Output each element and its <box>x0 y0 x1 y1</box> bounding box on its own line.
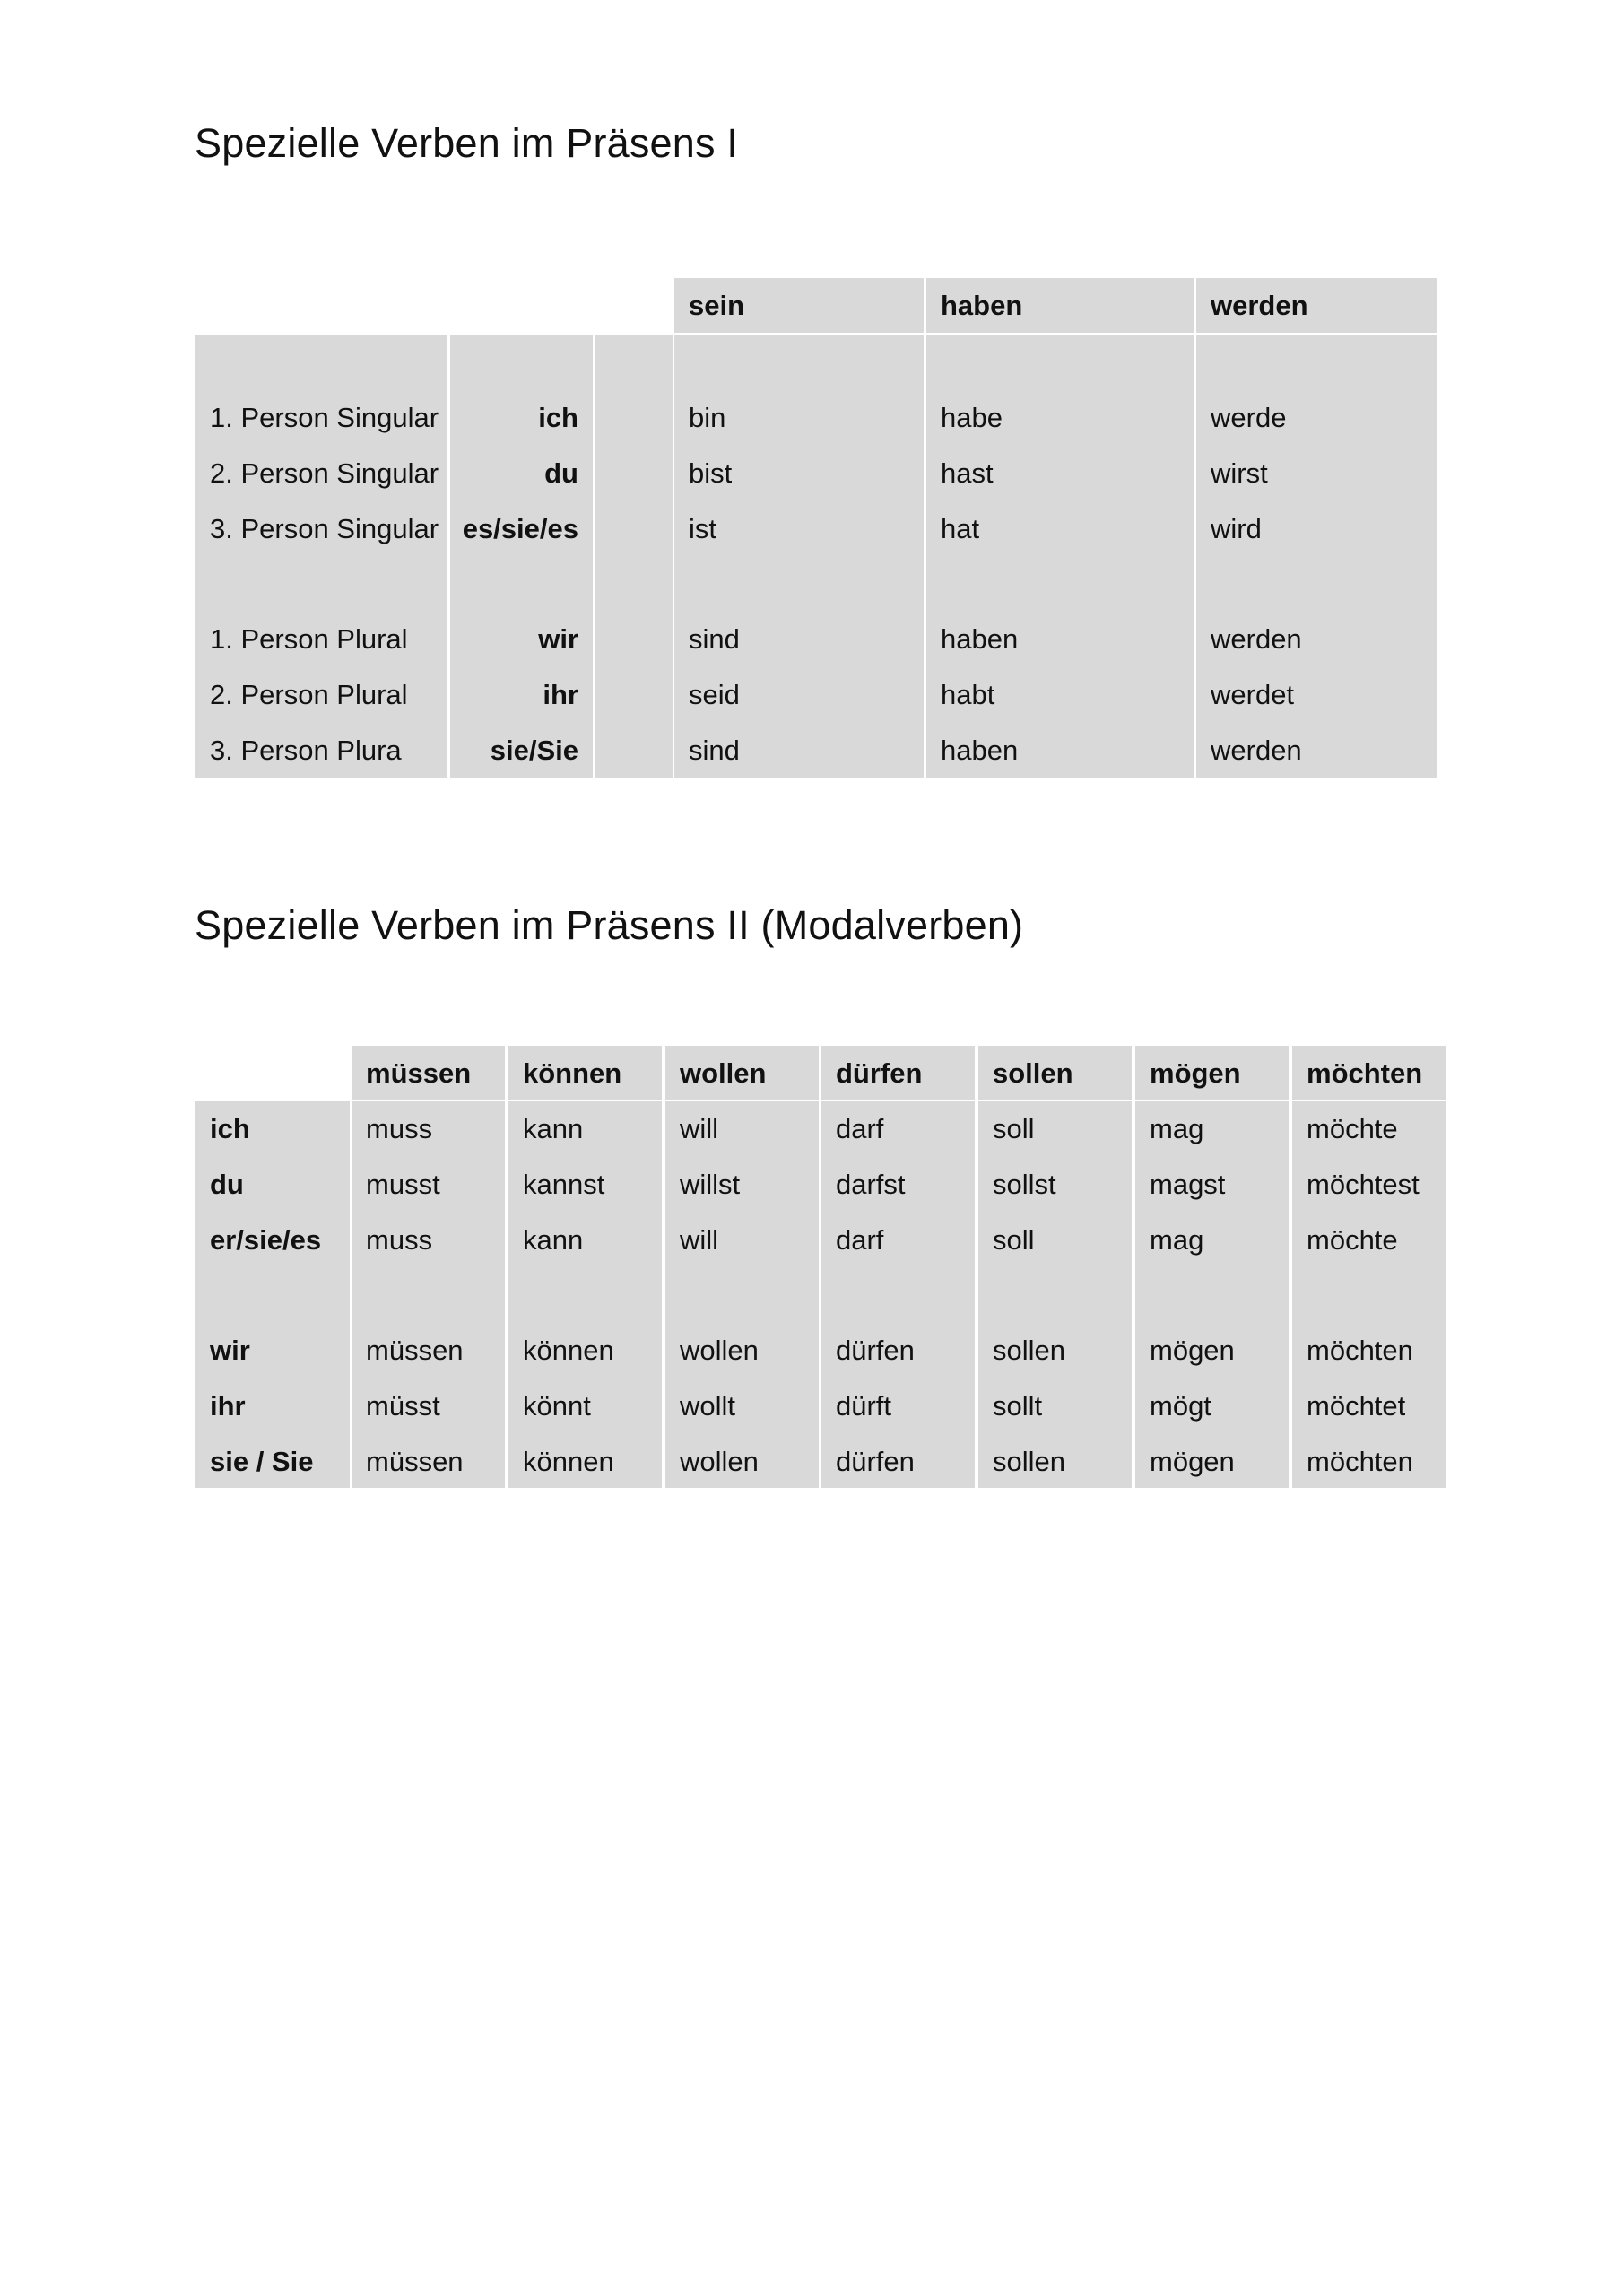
verb-form: dürft <box>836 1390 892 1422</box>
verb-form: müssen <box>366 1446 464 1477</box>
verb-form: musst <box>366 1169 440 1200</box>
section1-title: Spezielle Verben im Präsens I <box>195 120 739 166</box>
verb-form: soll <box>993 1224 1035 1256</box>
verb-form: können <box>523 1446 614 1477</box>
verb-form: mögen <box>1150 1335 1235 1366</box>
forms-column-müssen <box>352 1101 505 1488</box>
forms-column-sollen <box>978 1101 1132 1488</box>
verb-form: darf <box>836 1224 884 1256</box>
verb-form: möchtet <box>1307 1390 1406 1422</box>
forms-column-möchten <box>1292 1101 1446 1488</box>
verb-form: möchtest <box>1307 1169 1420 1200</box>
pronoun: ich <box>210 1113 250 1144</box>
header-können: können <box>508 1046 662 1100</box>
header-werden: werden <box>1196 278 1437 333</box>
verb-form: mögen <box>1150 1446 1235 1477</box>
header-sollen: sollen <box>978 1046 1132 1100</box>
verb-form: will <box>680 1224 719 1256</box>
person-label: 2. Person Singular <box>210 457 439 489</box>
verb-form: müssen <box>366 1335 464 1366</box>
verb-form: habt <box>941 679 995 710</box>
forms-column-sein <box>674 335 924 778</box>
person-label: 3. Person Plura <box>210 735 402 766</box>
verb-form: sind <box>689 735 740 766</box>
verb-form: darfst <box>836 1169 906 1200</box>
pronoun: ich <box>538 402 578 433</box>
pronoun: sie / Sie <box>210 1446 314 1477</box>
section2-title: Spezielle Verben im Präsens II (Modalverben) <box>195 902 1024 948</box>
verb-form: haben <box>941 735 1019 766</box>
verb-form: kann <box>523 1224 584 1256</box>
verb-form: sollst <box>993 1169 1056 1200</box>
pronoun: ihr <box>543 679 578 710</box>
verb-form: möchte <box>1307 1224 1398 1256</box>
verb-form: möchten <box>1307 1446 1413 1477</box>
pronoun-column <box>195 1101 350 1488</box>
verb-form: können <box>523 1335 614 1366</box>
pronoun: es/sie/es <box>462 513 578 544</box>
verb-form: habe <box>941 402 1003 433</box>
pronoun: ihr <box>210 1390 246 1422</box>
person-label: 1. Person Plural <box>210 623 408 655</box>
verb-form: sollt <box>993 1390 1043 1422</box>
verb-form: werde <box>1211 402 1287 433</box>
verb-form: wird <box>1211 513 1262 544</box>
verb-form: willst <box>680 1169 741 1200</box>
verb-form: könnt <box>523 1390 591 1422</box>
pronoun: du <box>544 457 578 489</box>
header-dürfen: dürfen <box>821 1046 975 1100</box>
verb-form: kann <box>523 1113 584 1144</box>
forms-column-dürfen <box>821 1101 975 1488</box>
person-label: 2. Person Plural <box>210 679 408 710</box>
header-möchten: möchten <box>1292 1046 1446 1100</box>
verb-form: darf <box>836 1113 884 1144</box>
pronoun: sie/Sie <box>490 735 578 766</box>
header-wollen: wollen <box>665 1046 819 1100</box>
verb-form: hat <box>941 513 980 544</box>
verb-form: dürfen <box>836 1446 915 1477</box>
forms-column-mögen <box>1135 1101 1289 1488</box>
verb-form: werdet <box>1211 679 1295 710</box>
verb-form: sind <box>689 623 740 655</box>
verb-form: wollen <box>680 1446 759 1477</box>
verb-form: haben <box>941 623 1019 655</box>
person-label-column <box>195 335 447 778</box>
verb-form: wollen <box>680 1335 759 1366</box>
forms-column-haben <box>926 335 1194 778</box>
header-mögen: mögen <box>1135 1046 1289 1100</box>
pronoun: wir <box>538 623 578 655</box>
verb-form: werden <box>1211 735 1302 766</box>
pronoun: er/sie/es <box>210 1224 322 1256</box>
verb-form: hast <box>941 457 994 489</box>
verb-form: seid <box>689 679 740 710</box>
verb-form: mag <box>1150 1224 1204 1256</box>
pronoun: du <box>210 1169 244 1200</box>
verb-form: magst <box>1150 1169 1226 1200</box>
verb-form: will <box>680 1113 719 1144</box>
forms-column-werden <box>1196 335 1437 778</box>
verb-form: soll <box>993 1113 1035 1144</box>
pronoun-column <box>450 335 593 778</box>
header-haben: haben <box>926 278 1194 333</box>
verb-form: muss <box>366 1224 433 1256</box>
verb-form: muss <box>366 1113 433 1144</box>
verb-form: kannst <box>523 1169 605 1200</box>
verb-form: ist <box>689 513 716 544</box>
verb-form: bist <box>689 457 733 489</box>
spacer-column <box>595 335 673 778</box>
verb-form: möchten <box>1307 1335 1413 1366</box>
verb-form: bin <box>689 402 726 433</box>
pronoun: wir <box>210 1335 250 1366</box>
verb-form: mag <box>1150 1113 1204 1144</box>
header-sein: sein <box>674 278 924 333</box>
forms-column-wollen <box>665 1101 819 1488</box>
verb-form: wirst <box>1211 457 1268 489</box>
verb-form: dürfen <box>836 1335 915 1366</box>
person-label: 3. Person Singular <box>210 513 439 544</box>
header-müssen: müssen <box>352 1046 505 1100</box>
person-label: 1. Person Singular <box>210 402 439 433</box>
verb-form: wollt <box>680 1390 736 1422</box>
forms-column-können <box>508 1101 662 1488</box>
verb-form: müsst <box>366 1390 440 1422</box>
verb-form: werden <box>1211 623 1302 655</box>
verb-form: sollen <box>993 1335 1065 1366</box>
verb-form: sollen <box>993 1446 1065 1477</box>
verb-form: mögt <box>1150 1390 1211 1422</box>
verb-form: möchte <box>1307 1113 1398 1144</box>
